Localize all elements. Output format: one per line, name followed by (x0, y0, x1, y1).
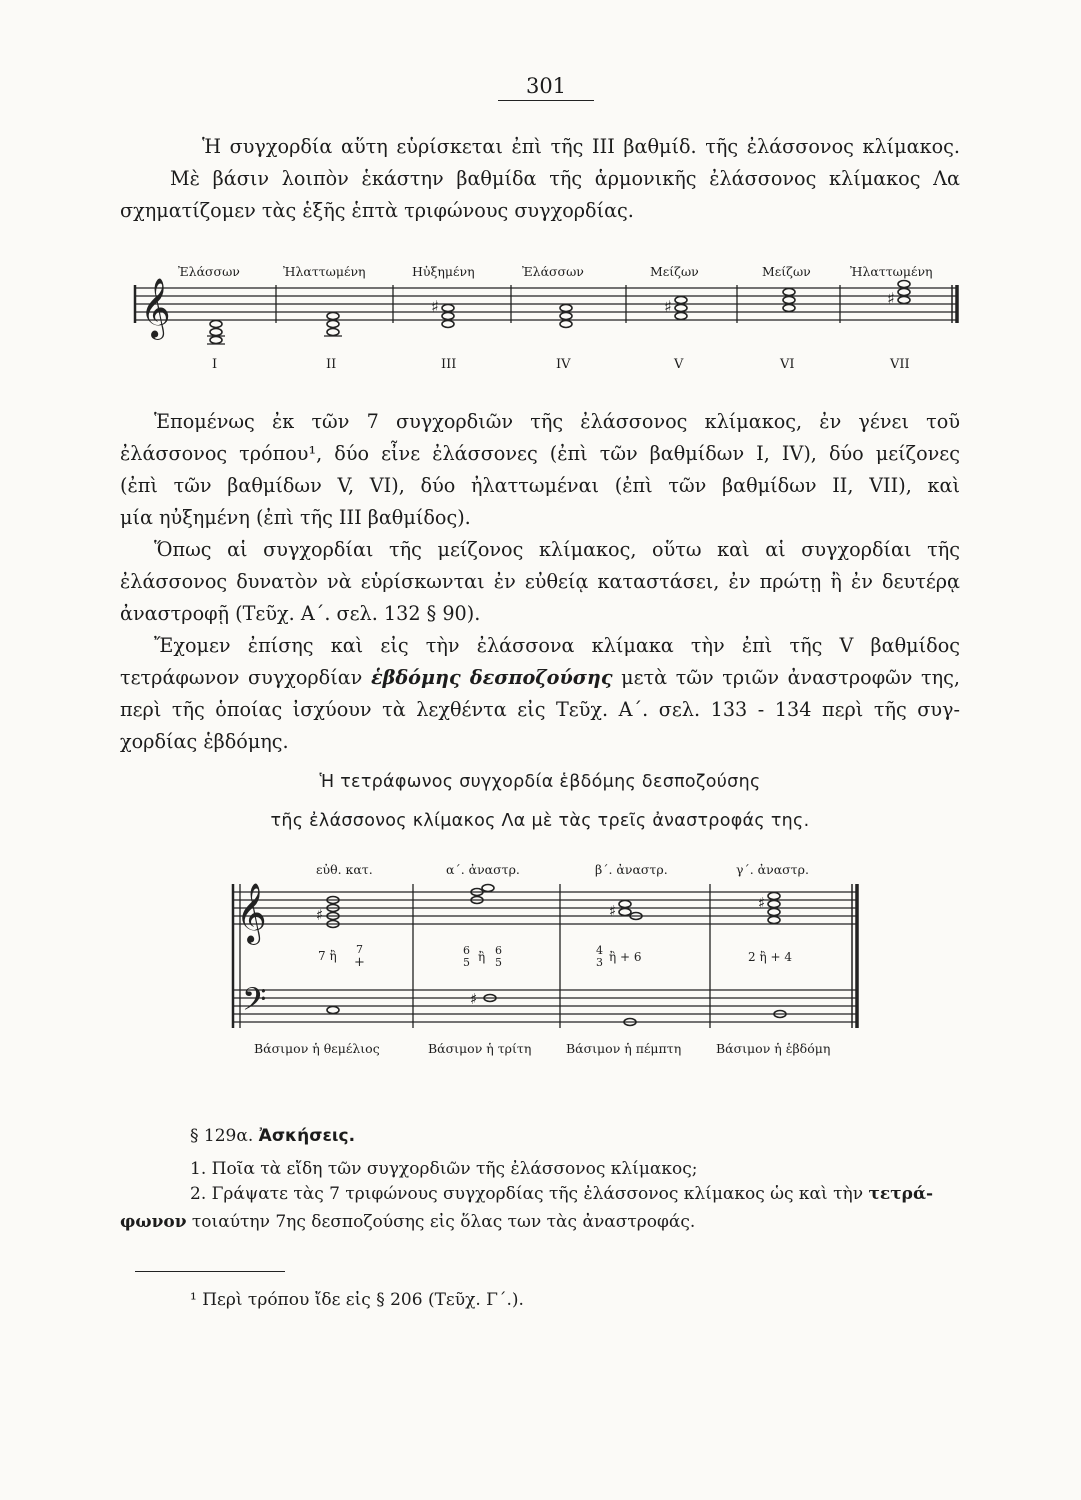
inversion-label: α΄. ἀναστρ. (446, 862, 520, 877)
section-number: § 129α. (190, 1126, 254, 1146)
section-heading-line: Ἡ τετράφωνος συγχορδία ἑβδόμης δεσποζούσης (319, 772, 761, 792)
triad-quality-label: Ἐλάσσων (522, 264, 584, 279)
degree-label: Ι (212, 357, 218, 372)
bass-note-label: Βάσιμον ἡ θεμέλιος (254, 1041, 380, 1056)
sharp-icon: ♯ (316, 906, 324, 924)
text-line: ἐλάσσονος δυνατὸν νὰ εὑρίσκωνται ἐν εὐθείᾳ καταστάσει, ἐν πρώτῃ ἢ ἐν δευτέρᾳ (120, 570, 960, 593)
figured-bass: 6 (495, 944, 502, 957)
text-line: μία ηὐξημένη (ἐπὶ τῆς ΙΙΙ βαθμίδος). (120, 506, 471, 529)
intro-line: Ἡ συγχορδία αὕτη εὑρίσκεται ἐπὶ τῆς ΙΙΙ βαθμίδ. τῆς ἐλάσσονος κλίμακος. (202, 135, 960, 158)
sharp-icon: ♯ (470, 990, 478, 1008)
text-fragment: τοιαύτην 7ης δεσποζούσης εἰς ὅλας των τὰς ἀναστροφάς. (191, 1212, 696, 1232)
figured-bass: 7 (356, 943, 363, 956)
degree-label: VII (890, 357, 910, 372)
text-line: ἐλάσσονος τρόπου¹, δύο εἶνε ἐλάσσονες (ἐπὶ τῶν βαθμίδων I, IV), δύο μείζονες (120, 442, 960, 465)
degree-label: IV (556, 357, 571, 372)
text-line: περὶ τῆς ὁποίας ἰσχύουν τὰ λεχθέντα εἰς Τεῦχ. Α΄. σελ. 133 - 134 περὶ τῆς συγ- (120, 698, 960, 721)
triad-quality-label: Ἠλαττωμένη (283, 264, 366, 279)
exercises-section (120, 1122, 960, 1150)
sharp-icon: ♯ (664, 297, 672, 316)
exercise-question (120, 1180, 960, 1208)
text-line: χορδίας ἑβδόμης. (120, 730, 289, 753)
bass-note-label: Βάσιμον ἡ ἑβδόμη (716, 1041, 831, 1056)
intro-line: Μὲ βάσιν λοιπὸν ἑκάστην βαθμίδα τῆς ἁρμονικῆς ἐλάσσονος κλίμακος Λα (170, 167, 960, 190)
bass-note-label: Βάσιμον ἡ τρίτη (428, 1041, 532, 1056)
seventh-chord-music-example (0, 870, 1081, 1030)
degree-label: ΙΙ (326, 357, 337, 372)
body-paragraph-1 (120, 406, 960, 534)
triad-quality-label: Ἠλαττωμένη (850, 264, 933, 279)
figured-bass: + (354, 955, 365, 970)
figured-bass: 2 ἢ + 4 (748, 950, 792, 964)
text-line: (ἐπὶ τῶν βαθμίδων V, VI), δύο ἠλαττωμέναι (ἐπὶ τῶν βαθμίδων II, VII), καὶ (120, 474, 960, 497)
triad-quality-label: Μείζων (650, 264, 699, 279)
sharp-icon: ♯ (431, 297, 439, 316)
body-paragraph-2 (120, 534, 960, 630)
exercise-2 (120, 1180, 960, 1236)
emphasis-text: τετρά- (868, 1184, 934, 1204)
exercises-title (120, 1122, 960, 1150)
sharp-icon: ♯ (758, 894, 766, 912)
treble-clef-icon: 𝄞 (140, 278, 171, 338)
text-line (120, 662, 960, 694)
text-line: Ἔχομεν ἐπίσης καὶ εἰς τὴν ἐλάσσονα κλίμακα τὴν ἐπὶ τῆς V βαθμίδος (154, 634, 960, 657)
inversion-label: β΄. ἀναστρ. (595, 862, 668, 877)
text-fragment: 2. Γράψατε τὰς 7 τριφώνους συγχορδίας τῆς ἐλάσσονος κλίμακος ὡς καὶ τὴν (190, 1184, 864, 1204)
exercise-question: 1. Ποῖα τὰ εἴδη τῶν συγχορδιῶν τῆς ἐλάσσονος κλίμακος; (190, 1159, 698, 1179)
intro-line: σχηματίζομεν τὰς ἑξῆς ἑπτὰ τριφώνους συγχορδίας. (120, 199, 634, 222)
degree-label: ΙΙΙ (441, 357, 457, 372)
text-line: Ἑπομένως ἐκ τῶν 7 συγχορδιῶν τῆς ἐλάσσονος κλίμακος, ἐν γένει τοῦ (154, 410, 960, 433)
text-line: Ὅπως αἱ συγχορδίαι τῆς μείζονος κλίμακος, οὕτω καὶ αἱ συγχορδίαι τῆς (154, 538, 960, 561)
text-fragment: μετὰ τῶν τριῶν ἀναστροφῶν της, (621, 666, 960, 689)
figured-bass: 4 (596, 944, 603, 957)
figured-bass: 5 (495, 956, 502, 969)
emphasis-text: ἑβδόμης δεσποζούσης (370, 666, 613, 689)
text-fragment: τετράφωνον συγχορδίαν (120, 666, 363, 689)
triad-quality-label: Ἐλάσσων (178, 264, 240, 279)
figured-bass: 6 (463, 944, 470, 957)
exercise-1 (120, 1155, 960, 1183)
inversion-label: γ΄. ἀναστρ. (736, 862, 809, 877)
figured-bass: 7 ἢ (318, 949, 337, 963)
page-number: 301 (498, 74, 594, 101)
bass-clef-icon: 𝄢 (242, 981, 267, 1025)
exercise-question (120, 1208, 960, 1236)
treble-clef-icon: 𝄞 (236, 883, 267, 943)
figured-bass: 3 (596, 956, 603, 969)
figured-bass: ἢ + 6 (609, 950, 642, 964)
emphasis-text: φωνον (120, 1212, 187, 1232)
figured-bass: 5 (463, 956, 470, 969)
footnote: ¹ Περὶ τρόπου ἴδε εἰς § 206 (Τεῦχ. Γ΄.). (190, 1290, 524, 1310)
triad-quality-label: Ηὐξημένη (412, 264, 475, 279)
footnote-divider (135, 1271, 285, 1272)
inversion-label: εὐθ. κατ. (316, 862, 373, 877)
section-heading-line: τῆς ἐλάσσονος κλίμακος Λα μὲ τὰς τρεῖς ἀναστροφάς της. (270, 811, 810, 831)
triad-quality-label: Μείζων (762, 264, 811, 279)
sharp-icon: ♯ (609, 902, 617, 920)
degree-label: VI (780, 357, 795, 372)
exercises-heading: Ἀσκήσεις. (258, 1126, 356, 1146)
bass-note-label: Βάσιμον ἡ πέμπτη (566, 1041, 682, 1056)
text-line: ἀναστροφῇ (Τεῦχ. Α΄. σελ. 132 § 90). (120, 602, 481, 625)
figured-bass: ἢ (478, 950, 486, 964)
intro-paragraph (120, 131, 960, 227)
sharp-icon: ♯ (887, 289, 895, 308)
body-paragraph-3 (120, 630, 960, 758)
degree-label: V (674, 357, 684, 372)
